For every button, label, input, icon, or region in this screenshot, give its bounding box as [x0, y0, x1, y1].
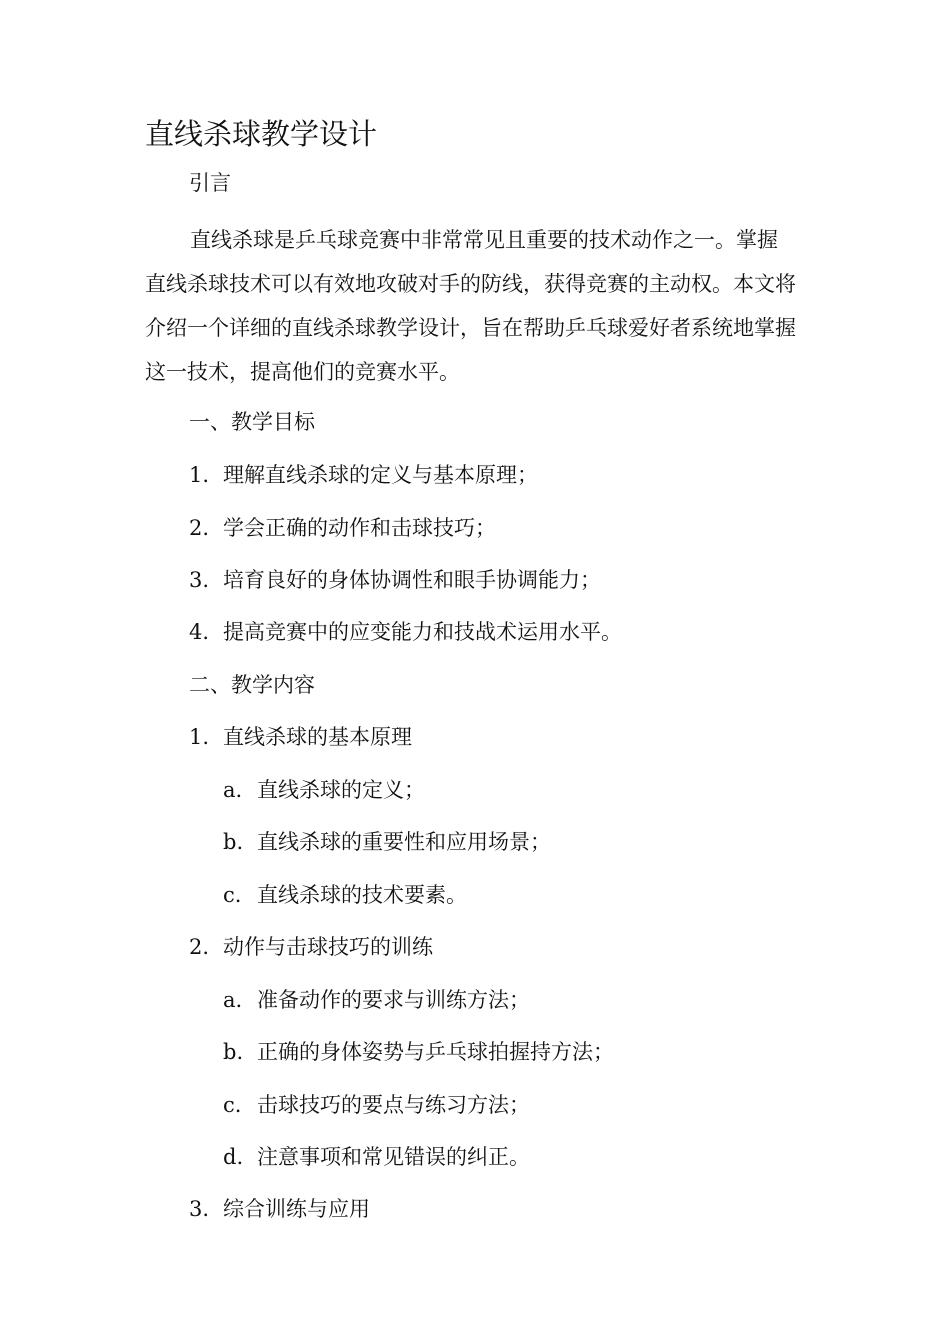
list-item-number: 2. [189, 516, 210, 540]
list-item [189, 565, 601, 595]
sub-list-item [223, 1037, 614, 1067]
list-item [189, 460, 538, 490]
list-item-text: 直线杀球的基本原理 [223, 725, 412, 749]
list-item [189, 1194, 370, 1224]
sub-list-item-letter: a. [223, 988, 243, 1012]
sub-list-item [223, 1142, 530, 1172]
list-item-text: 理解直线杀球的定义与基本原理； [223, 463, 538, 487]
list-item [189, 722, 412, 752]
sub-list-item [223, 827, 551, 857]
sub-list-item-text: 直线杀球的定义； [257, 778, 425, 802]
section-heading-goals: 一、教学目标 [189, 410, 315, 434]
sub-list-item-letter: a. [223, 778, 243, 802]
sub-list-item-text: 准备动作的要求与训练方法； [257, 988, 530, 1012]
sub-list-item [223, 775, 425, 805]
sub-list-item-text: 直线杀球的重要性和应用场景； [257, 830, 551, 854]
section-heading-content: 二、教学内容 [189, 673, 315, 697]
intro-heading: 引言 [189, 171, 231, 195]
list-item-number: 3. [189, 568, 210, 592]
list-item-text: 学会正确的动作和击球技巧； [223, 516, 496, 540]
list-item [189, 617, 622, 647]
list-item-number: 1. [189, 725, 210, 749]
list-item-text: 综合训练与应用 [223, 1197, 370, 1221]
sub-list-item [223, 880, 467, 910]
intro-paragraph: 直线杀球是乒乓球竞赛中非常常见且重要的技术动作之一。掌握直线杀球技术可以有效地攻破对手的防线，获得竞赛的主动权。本文将介绍一个详细的直线杀球教学设计，旨在帮助乒乓球爱好者系统地掌握这一技术，提高他们的竞赛水平。 [145, 228, 796, 384]
sub-list-item [223, 1090, 530, 1120]
list-item [189, 932, 433, 962]
sub-list-item-letter: b. [223, 830, 244, 854]
sub-list-item [223, 985, 530, 1015]
sub-list-item-letter: c. [223, 1093, 242, 1117]
sub-list-item-letter: b. [223, 1040, 244, 1064]
document-title: 直线杀球教学设计 [145, 117, 378, 151]
list-item-text: 培育良好的身体协调性和眼手协调能力； [223, 568, 601, 592]
list-item-number: 2. [189, 935, 210, 959]
sub-list-item-letter: d. [223, 1145, 244, 1169]
list-item-text: 动作与击球技巧的训练 [223, 935, 433, 959]
sub-list-item-text: 注意事项和常见错误的纠正。 [257, 1145, 530, 1169]
sub-list-item-text: 击球技巧的要点与练习方法； [257, 1093, 530, 1117]
sub-list-item-letter: c. [223, 883, 242, 907]
sub-list-item-text: 正确的身体姿势与乒乓球拍握持方法； [257, 1040, 614, 1064]
sub-list-item-text: 直线杀球的技术要素。 [257, 883, 467, 907]
list-item-number: 1. [189, 463, 210, 487]
list-item-number: 3. [189, 1197, 210, 1221]
list-item-number: 4. [189, 620, 210, 644]
list-item-text: 提高竞赛中的应变能力和技战术运用水平。 [223, 620, 622, 644]
list-item [189, 513, 496, 543]
